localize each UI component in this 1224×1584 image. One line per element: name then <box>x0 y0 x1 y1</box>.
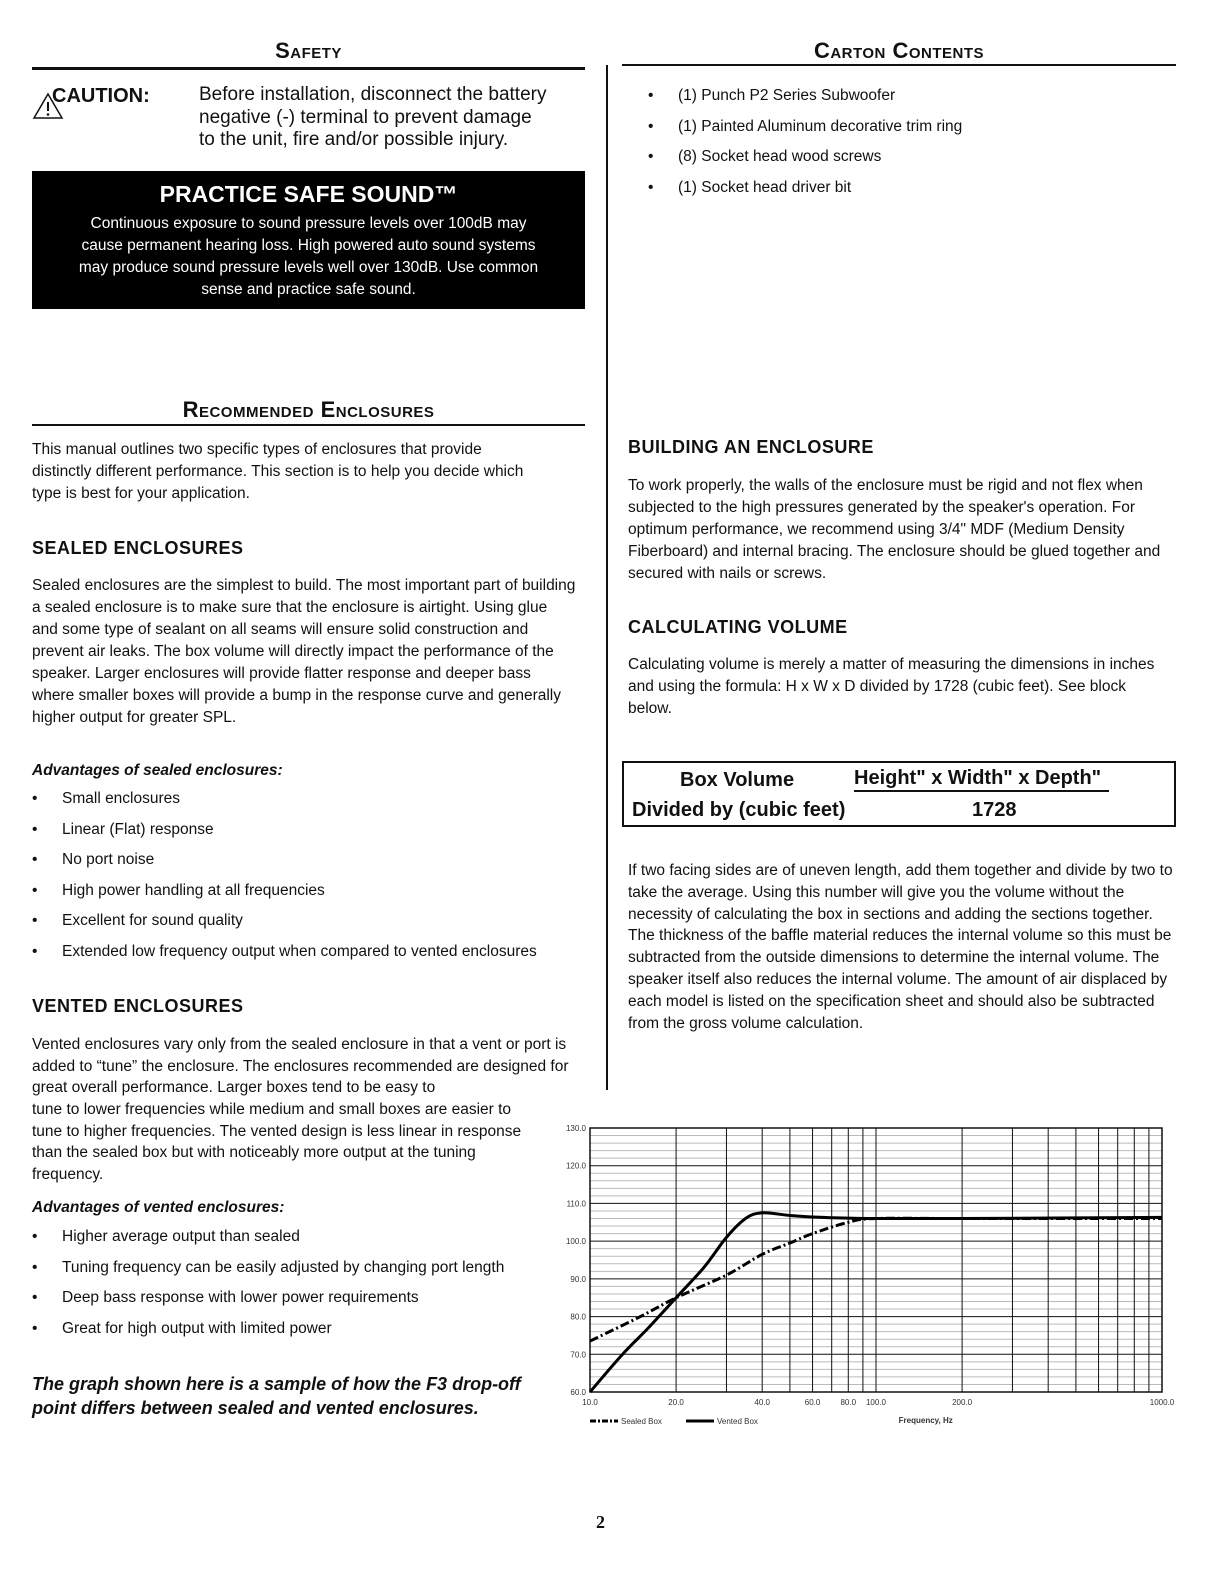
list-item: • High power handling at all frequencies <box>32 881 325 899</box>
x-tick-label: 1000.0 <box>1149 1398 1175 1407</box>
frequency-response-chart <box>540 1118 1190 1433</box>
vented-advantages-list <box>32 1226 552 1348</box>
list-item: • Tuning frequency can be easily adjusted by changing port length <box>32 1258 505 1276</box>
legend-label: Sealed Box <box>621 1417 662 1426</box>
list-item: • (8) Socket head wood screws <box>648 148 882 165</box>
list-item: • (1) Socket head driver bit <box>648 178 852 196</box>
list-item: • Linear (Flat) response <box>32 820 214 838</box>
x-tick-label: 40.0 <box>754 1398 770 1407</box>
x-axis-label: Frequency, Hz <box>898 1416 953 1425</box>
building-heading: BUILDING AN ENCLOSURE <box>628 437 874 457</box>
x-tick-label: 80.0 <box>840 1398 857 1407</box>
box-line: sense and practice safe sound. <box>201 281 416 298</box>
x-tick-label: 60.0 <box>804 1398 821 1407</box>
calculating-body: Calculating volume is merely a matter of measuring the dimensions in inches and using the formula: H x W x D divided by 1728 (cubic feet). See block below. <box>628 656 1155 717</box>
y-tick-label: 60.0 <box>570 1388 586 1397</box>
page-number: 2 <box>596 1512 605 1532</box>
list-item: • Great for high output with limited power <box>32 1319 332 1337</box>
box-line: may produce sound pressure levels well over 130dB. Use common <box>78 259 539 276</box>
sealed-body: Sealed enclosures are the simplest to build. The most important part of building a sealed enclosure is to make sure that the enclosure is airtight. Using glue and some type of sealant on all seams will ensure solid construction and prevent air leaks. The box volume will directly impact the performance of the speaker. Larger enclosures will provide flatter response and deeper bass where smaller boxes will provide a bump in the response curve and generally higher output for greater SPL. <box>32 577 576 726</box>
formula-label: Divided by (cubic feet) <box>632 799 846 821</box>
y-tick-label: 70.0 <box>570 1350 586 1360</box>
recommended-intro: This manual outlines two specific types of enclosures that provide distinctly different performance. This section is to help you decide which type is best for your application. <box>32 441 524 502</box>
list-item: • Higher average output than sealed <box>32 1228 300 1245</box>
legend-label: Vented Box <box>717 1417 758 1426</box>
building-body: To work properly, the walls of the enclosure must be rigid and not flex when subjected to the high pressures generated by the speaker's operation. For optimum performance, we recommend using 3/4" MDF (Medium Density Fiberboard) and internal bracing. The enclosure should be glued together and secured with nails or screws. <box>628 477 1161 582</box>
uneven-sides-body: If two facing sides are of uneven length, add them together and divide by two to take the average. Using this number will give you the volume without the necessity of calculating the box in sections and adding the sections together. The thickness of the baffle material reduces the internal volume so this must be subtracted from the outside dimensions to determine the internal volume. The speaker itself also reduces the internal volume. The amount of air displaced by each model is listed on the specification sheet and should also be subtracted from the gross volume calculation. <box>628 862 1173 1032</box>
x-tick-label: 20.0 <box>668 1398 684 1407</box>
sealed-heading: SEALED ENCLOSURES <box>32 538 244 558</box>
recommended-heading: Recommended Enclosures <box>182 397 435 422</box>
y-tick-label: 90.0 <box>570 1274 586 1284</box>
vented-adv-heading: Advantages of vented enclosures: <box>32 1199 285 1216</box>
x-tick-label: 200.0 <box>952 1398 973 1407</box>
carton-list <box>648 85 1168 207</box>
box-line: cause permanent hearing loss. High powered auto sound systems <box>81 237 536 254</box>
x-tick-label: 10.0 <box>582 1398 598 1407</box>
box-title: PRACTICE SAFE SOUND™ <box>159 181 458 207</box>
list-item: • Extended low frequency output when compared to vented enclosures <box>32 942 537 960</box>
caution-label: CAUTION: <box>52 85 150 107</box>
list-item: • No port noise <box>32 851 155 868</box>
sealed-advantages-list <box>32 788 592 971</box>
divider <box>622 64 1176 66</box>
vented-body-cont: tune to lower frequencies while medium and small boxes are easier to tune to higher frequencies. The vented design is less linear in response than the sealed box but with noticeably more output at the tuning frequency. <box>32 1101 522 1184</box>
y-tick-label: 120.0 <box>565 1161 586 1171</box>
volume-formula-box <box>622 761 1176 827</box>
caution-line: Before installation, disconnect the battery <box>199 84 547 105</box>
list-item: • (1) Painted Aluminum decorative trim ring <box>648 117 963 135</box>
formula-label: Box Volume <box>680 769 795 791</box>
formula-denominator: 1728 <box>972 799 1017 821</box>
box-line: Continuous exposure to sound pressure levels over 100dB may <box>90 215 527 232</box>
graph-caption: The graph shown here is a sample of how the F3 drop-off point differs between sealed and vented enclosures. <box>32 1374 521 1418</box>
vented-heading: VENTED ENCLOSURES <box>32 996 244 1016</box>
caution-line: to the unit, fire and/or possible injury. <box>199 129 509 150</box>
carton-heading: Carton Contents <box>813 38 985 63</box>
y-tick-label: 80.0 <box>570 1312 586 1322</box>
column-divider <box>606 65 608 1090</box>
y-tick-label: 110.0 <box>566 1199 586 1209</box>
list-item: • Small enclosures <box>32 790 181 807</box>
y-tick-label: 100.0 <box>565 1237 586 1247</box>
divider <box>32 424 585 426</box>
list-item: • Excellent for sound quality <box>32 912 243 929</box>
caution-line: negative (-) terminal to prevent damage <box>199 106 532 128</box>
vented-body: Vented enclosures vary only from the sealed enclosure in that a vent or port is added to “tune” the enclosure. The enclosures recommended are designed for great overall performance. Larger boxes tend to be easy to <box>32 1036 569 1097</box>
safety-heading: Safety <box>275 38 342 63</box>
practice-safe-sound-box <box>32 171 585 309</box>
divider <box>32 67 585 70</box>
list-item: • Deep bass response with lower power requirements <box>32 1289 419 1306</box>
y-tick-label: 130.0 <box>565 1124 586 1133</box>
list-item: • (1) Punch P2 Series Subwoofer <box>648 87 896 104</box>
formula-numerator: Height" x Width" x Depth" <box>854 767 1109 792</box>
x-tick-label: 100.0 <box>865 1398 887 1407</box>
calculating-heading: CALCULATING VOLUME <box>628 617 848 637</box>
sealed-adv-heading: Advantages of sealed enclosures: <box>32 762 283 779</box>
